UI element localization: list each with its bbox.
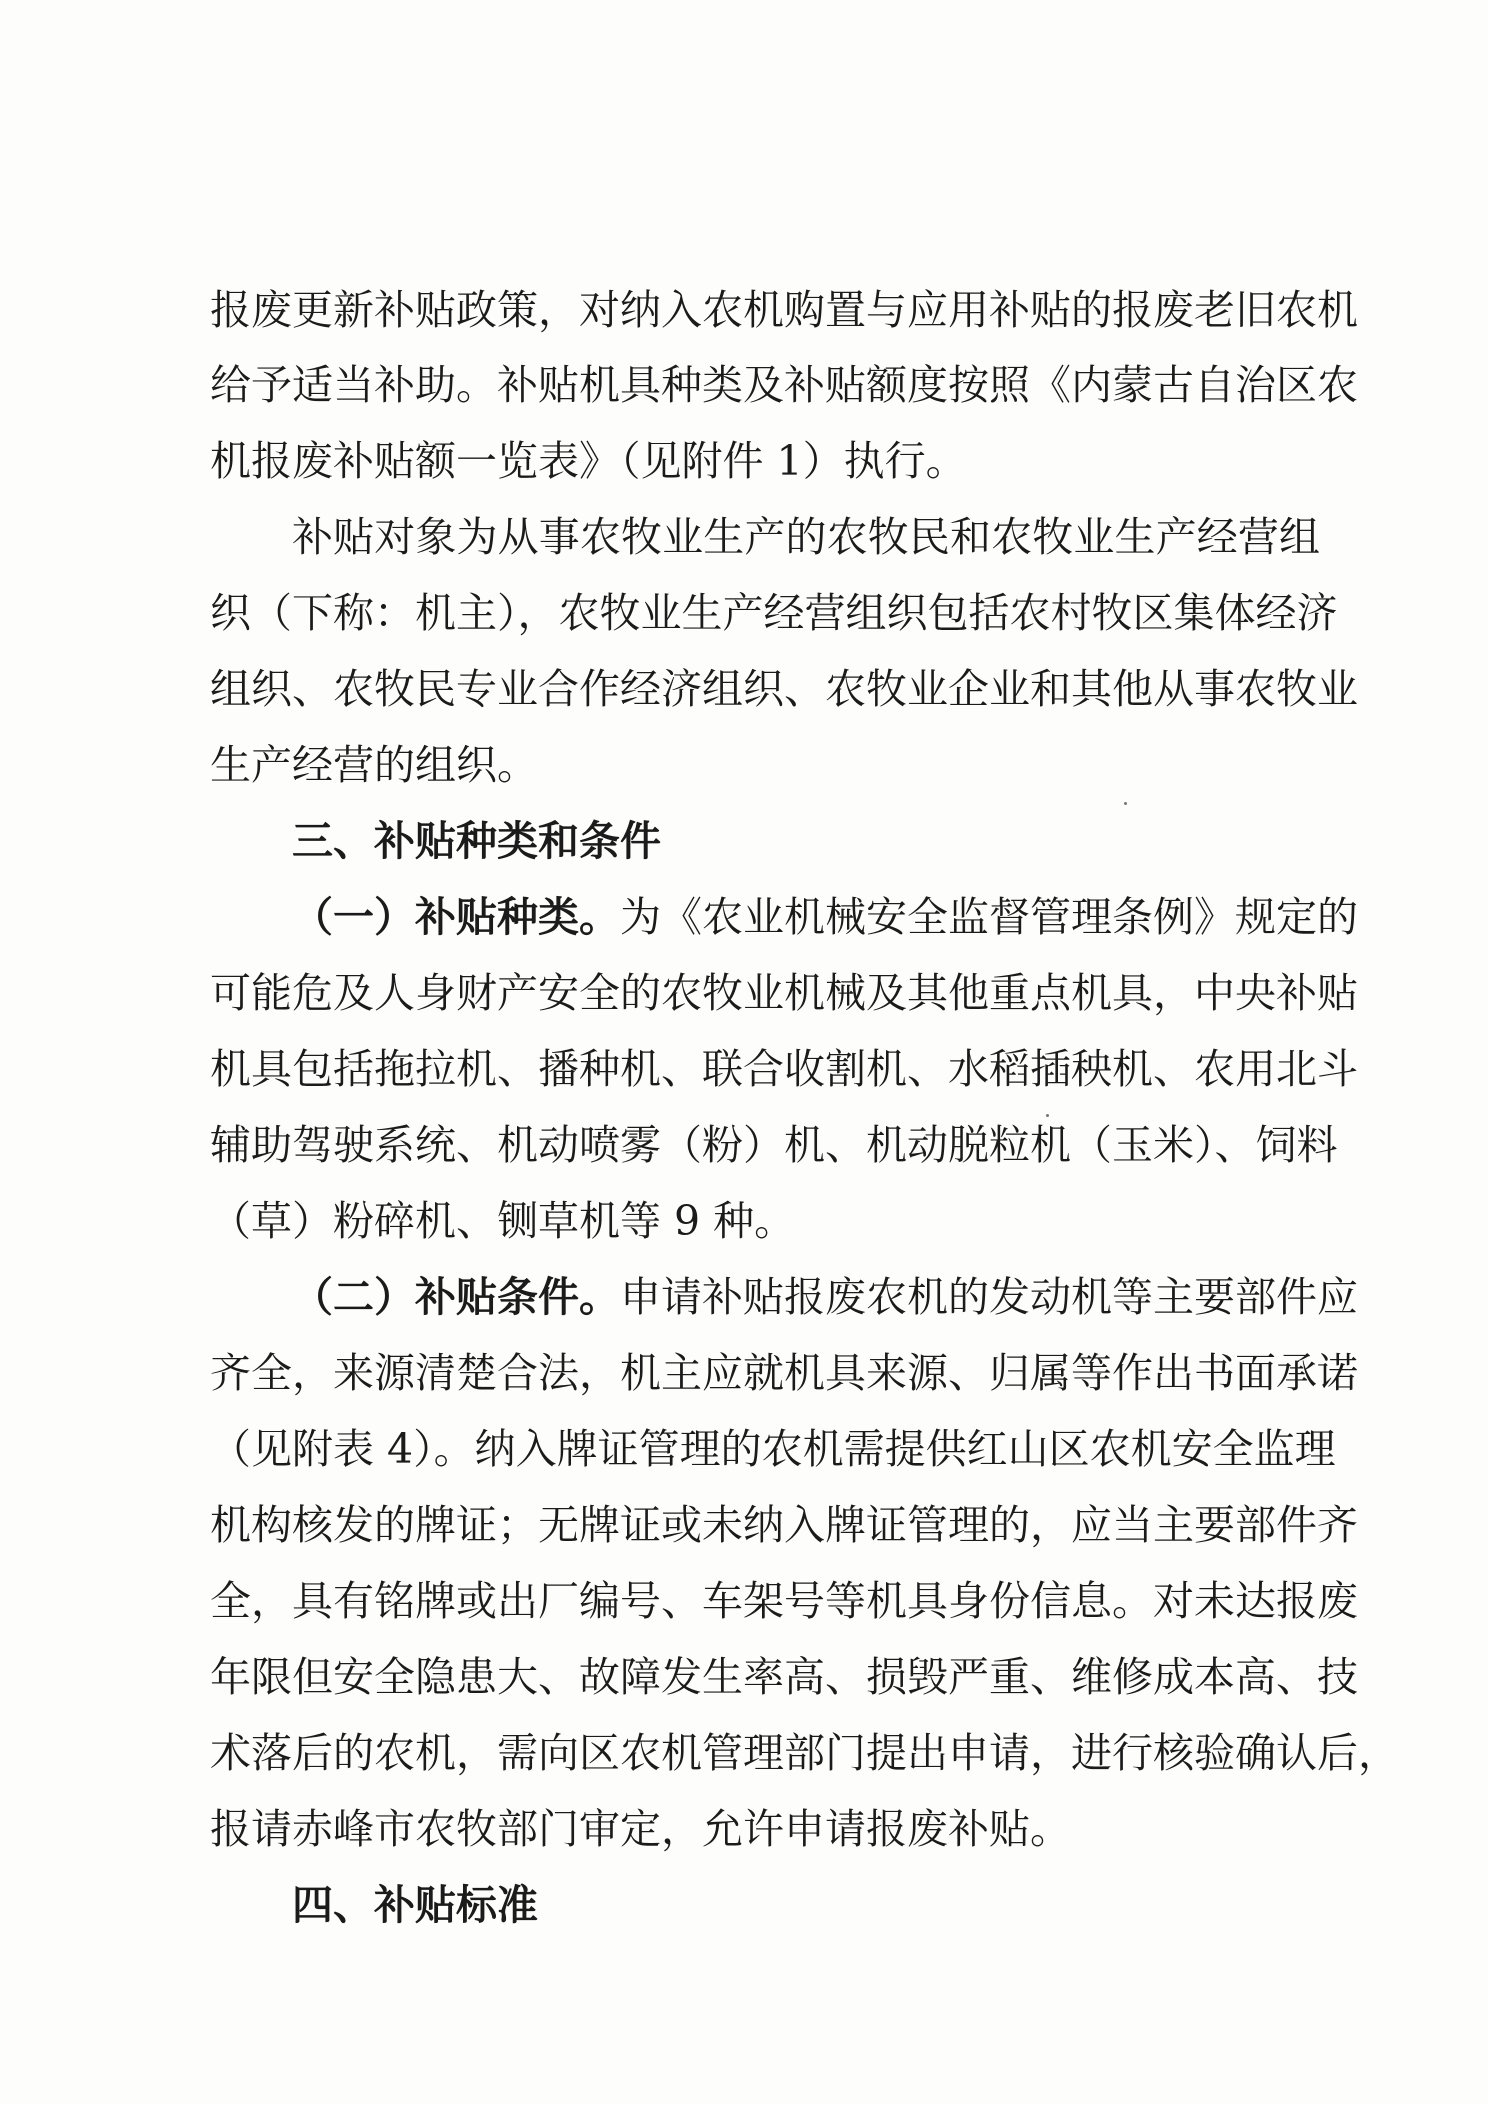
paragraph-line: 齐全，来源清楚合法，机主应就机具来源、归属等作出书面承诺 (210, 1349, 1358, 1397)
paragraph-line: 报请赤峰市农牧部门审定，允许申请报废补贴。 (210, 1805, 1071, 1853)
section-heading: 四、补贴标准 (292, 1881, 538, 1929)
paragraph-line: 给予适当补助。补贴机具种类及补贴额度按照《内蒙古自治区农 (210, 361, 1358, 409)
paragraph-line: 补贴对象为从事农牧业生产的农牧民和农牧业生产经营组 (292, 513, 1320, 561)
paragraph-line: 辅助驾驶系统、机动喷雾（粉）机、机动脱粒机（玉米）、饲料 (210, 1121, 1338, 1169)
paragraph-line: 年限但安全隐患大、故障发生率高、损毁严重、维修成本高、技 (210, 1653, 1358, 1701)
paragraph-line: 机构核发的牌证；无牌证或未纳入牌证管理的，应当主要部件齐 (210, 1501, 1358, 1549)
paragraph-line: 组织、农牧民专业合作经济组织、农牧业企业和其他从事农牧业 (210, 665, 1358, 713)
paragraph-line: 生产经营的组织。 (210, 741, 538, 789)
paragraph-line (292, 880, 1358, 954)
paragraph-line (292, 1260, 1358, 1334)
paragraph-line: 机报废补贴额一览表》（见附件 1）执行。 (210, 437, 967, 485)
paragraph-line: 机具包括拖拉机、播种机、联合收割机、水稻插秧机、农用北斗 (210, 1045, 1358, 1093)
paragraph-line: 术落后的农机，需向区农机管理部门提出申请，进行核验确认后， (210, 1729, 1399, 1777)
subheading-label: （二）补贴条件。 (292, 1273, 620, 1321)
paragraph-line: 织（下称：机主），农牧业生产经营组织包括农村牧区集体经济 (210, 589, 1338, 637)
paragraph-line: （草）粉碎机、铡草机等 9 种。 (210, 1197, 796, 1245)
paragraph-line: 报废更新补贴政策，对纳入农机购置与应用补贴的报废老旧农机 (210, 286, 1358, 334)
paragraph-line: 全，具有铭牌或出厂编号、车架号等机具身份信息。对未达报废 (210, 1577, 1358, 1625)
paragraph-text: 为《农业机械安全监督管理条例》规定的 (620, 893, 1358, 941)
scan-speck (1124, 802, 1127, 805)
section-heading: 三、补贴种类和条件 (292, 817, 661, 865)
paragraph-text: 申请补贴报废农机的发动机等主要部件应 (620, 1273, 1358, 1321)
subheading-label: （一）补贴种类。 (292, 893, 620, 941)
paragraph-line: 可能危及人身财产安全的农牧业机械及其他重点机具，中央补贴 (210, 969, 1358, 1017)
paragraph-line: （见附表 4）。纳入牌证管理的农机需提供红山区农机安全监理 (210, 1425, 1336, 1473)
scan-speck (1046, 1114, 1049, 1117)
